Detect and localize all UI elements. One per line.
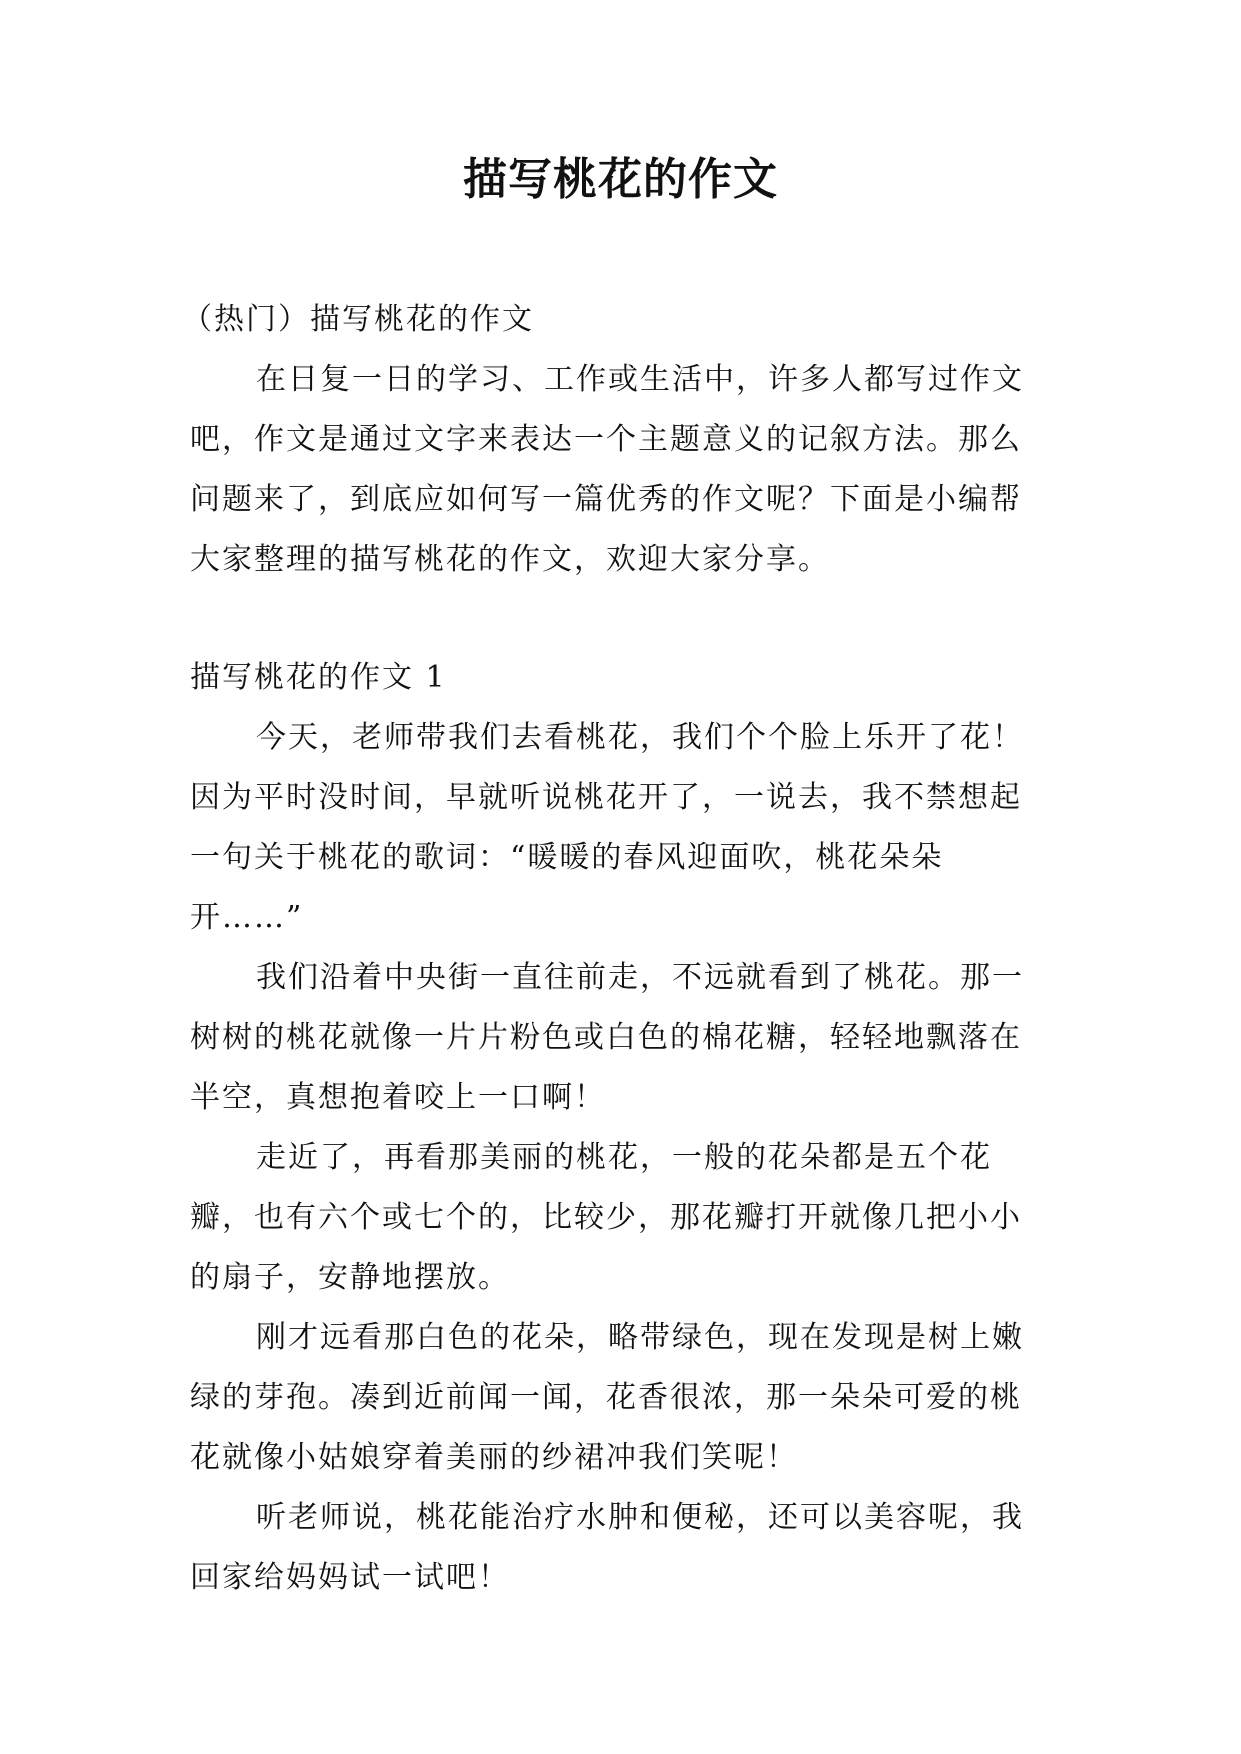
body-paragraph: 我们沿着中央街一直往前走，不远就看到了桃花。那一树树的桃花就像一片片粉色或白色的棉花糖，轻轻地飘落在半空，真想抱着咬上一口啊！ xyxy=(190,960,1024,1115)
body-paragraph: 走近了，再看那美丽的桃花，一般的花朵都是五个花瓣，也有六个或七个的，比较少，那花瓣打开就像几把小小的扇子，安静地摆放。 xyxy=(190,1140,1022,1295)
body-paragraph: 今天，老师带我们去看桃花，我们个个脸上乐开了花！因为平时没时间，早就听说桃花开了，一说去，我不禁想起一句关于桃花的歌词：“暖暖的春风迎面吹，桃花朵朵开……” xyxy=(190,720,1024,935)
body-paragraph: 刚才远看那白色的花朵，略带绿色，现在发现是树上嫩绿的芽孢。凑到近前闻一闻，花香很浓，那一朵朵可爱的桃花就像小姑娘穿着美丽的纱裙冲我们笑呢！ xyxy=(190,1320,1024,1475)
section-heading: 描写桃花的作文 1 xyxy=(190,660,447,695)
document-subtitle: （热门）描写桃花的作文 xyxy=(182,302,534,337)
body-paragraph: 听老师说，桃花能治疗水肿和便秘，还可以美容呢，我回家给妈妈试一试吧！ xyxy=(190,1500,1024,1595)
intro-paragraph: 在日复一日的学习、工作或生活中，许多人都写过作文吧，作文是通过文字来表达一个主题意义的记叙方法。那么问题来了，到底应如何写一篇优秀的作文呢？下面是小编帮大家整理的描写桃花的作文，欢迎大家分享。 xyxy=(190,362,1024,577)
document-title: 描写桃花的作文 xyxy=(463,154,778,205)
document-body xyxy=(182,290,1050,1608)
